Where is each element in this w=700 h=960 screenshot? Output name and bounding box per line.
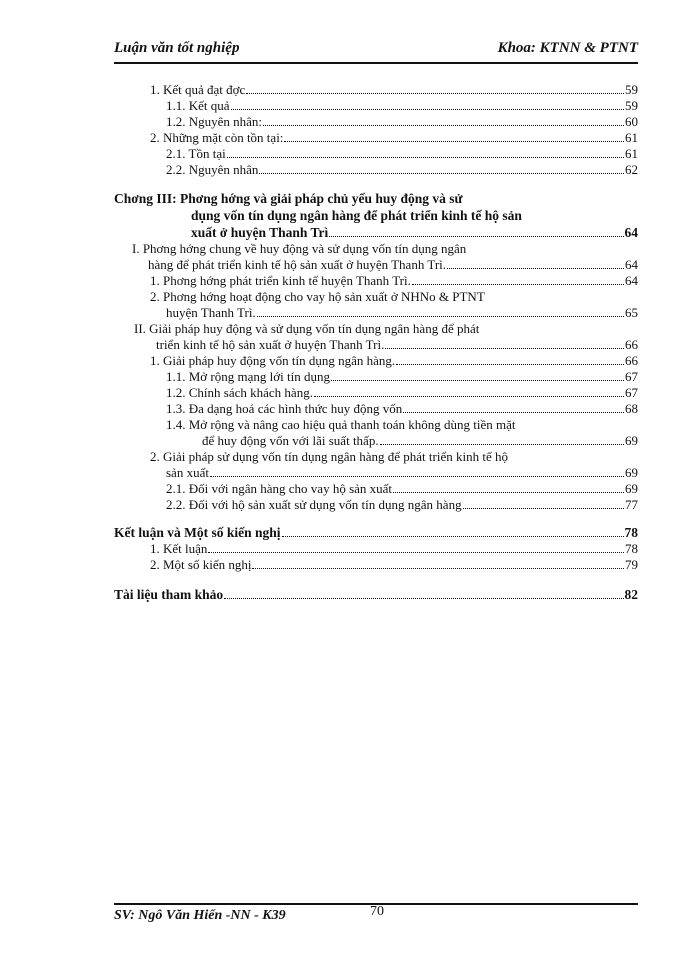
toc-leader <box>396 364 624 365</box>
toc-leader <box>393 492 624 493</box>
toc-entry-title: 2.2. Đối với hộ sản xuất sử dụng vốn tín dụng ngân hàng <box>166 497 462 512</box>
toc-entry <box>114 369 638 385</box>
toc-leader <box>210 476 624 477</box>
toc-entry <box>114 385 638 401</box>
toc-entry-title: 2.1. Đối với ngân hàng cho vay hộ sản xuất <box>166 481 393 496</box>
toc-entry-title: 2. Giải pháp sử dụng vốn tín dụng ngân hàng để phát triển kinh tế hộ <box>150 449 508 464</box>
toc-entry <box>114 82 638 98</box>
toc-leader <box>385 348 624 349</box>
toc-entry <box>114 98 638 114</box>
toc-leader <box>403 412 624 413</box>
toc-entry-page: 65 <box>625 305 638 320</box>
toc-leader <box>259 173 624 174</box>
toc-entry-title: để huy động vốn với lãi suất thấp. <box>202 433 379 448</box>
toc-entry-title: 1. Phơng hớng phát triển kinh tế huyện Thanh Trì. <box>150 273 411 288</box>
toc-leader <box>227 157 624 158</box>
toc-entry-title: huyện Thanh Trì. <box>166 305 256 320</box>
toc-entry-page: 60 <box>625 114 638 129</box>
toc-entry <box>114 146 638 162</box>
toc-leader <box>257 316 624 317</box>
toc-leader <box>224 598 623 599</box>
toc-entry <box>114 497 638 513</box>
toc-entry-title: 1.4. Mở rộng và nâng cao hiệu quả thanh toán không dùng tiền mặt <box>166 417 516 432</box>
toc-entry-title: 2.1. Tồn tại <box>166 146 226 161</box>
toc-entry-page: 59 <box>625 98 638 113</box>
toc-entry-page: 78 <box>625 541 638 556</box>
toc-entry-page: 64 <box>625 257 638 272</box>
toc-entry-title: Kết luận và Một số kiến nghị <box>114 525 281 540</box>
toc-entry-title: 1. Kết luận <box>150 541 208 556</box>
toc-leader <box>263 125 624 126</box>
toc-entry-title: 1.1. Mở rộng mạng lới tín dụng <box>166 369 330 384</box>
header-faculty: Khoa: KTNN & PTNT <box>497 40 638 56</box>
toc-chapter-title: Chơng III: Phơng hớng và giải pháp chủ yếu huy động và sử <box>114 191 463 206</box>
toc-entry <box>150 305 638 321</box>
toc-entry <box>114 114 638 130</box>
page-number: 70 <box>370 904 384 919</box>
toc-entry-page: 66 <box>625 337 638 352</box>
toc-chapter-3 <box>114 190 638 241</box>
toc-entry-title: II. Giải pháp huy động và sử dụng vốn tín dụng ngân hàng để phát <box>134 321 480 336</box>
toc-leader <box>447 268 624 269</box>
footer-student: SV: Ngô Văn Hiển -NN - K39 <box>114 908 286 923</box>
toc-entry-page: 67 <box>625 385 638 400</box>
toc-entry-page: 61 <box>625 146 638 161</box>
toc-entry-title: 1.3. Đa dạng hoá các hình thức huy động vốn <box>166 401 403 416</box>
toc-entry-title: hàng để phát triển kinh tế hộ sản xuất ở huyện Thanh Trì. <box>148 257 447 272</box>
toc-entry <box>114 541 638 557</box>
toc-entry <box>150 465 638 481</box>
toc-entry <box>114 557 638 573</box>
toc-entry-page: 79 <box>625 557 638 572</box>
toc-entry-title: I. Phơng hớng chung về huy động và sử dụng vốn tín dụng ngân <box>132 241 467 256</box>
toc-entry <box>114 130 638 146</box>
toc-entry-title: 2.2. Nguyên nhân <box>166 162 259 177</box>
toc-entry <box>114 353 638 369</box>
toc-entry <box>114 162 638 178</box>
toc-section <box>114 321 638 353</box>
toc-entry-page: 66 <box>625 353 638 368</box>
toc-entry <box>114 224 638 241</box>
toc-section <box>114 241 638 273</box>
toc-entry-title: 1.2. Chính sách khách hàng. <box>166 385 313 400</box>
toc-entry-title: 2. Phơng hớng hoạt động cho vay hộ sản xuất ở NHNo & PTNT <box>150 289 485 304</box>
toc-leader <box>331 380 624 381</box>
toc-entry-title: 2. Những mặt còn tồn tại: <box>150 130 284 145</box>
toc-leader <box>284 141 624 142</box>
toc-entry <box>132 257 638 273</box>
toc-entry <box>114 401 638 417</box>
toc-entry-page: 59 <box>625 82 638 97</box>
toc-entry-references <box>114 587 638 603</box>
toc-entry-page: 77 <box>625 497 638 512</box>
toc-leader <box>463 508 624 509</box>
toc-chapter-title: dụng vốn tín dụng ngân hàng để phát triển kinh tế hộ sản <box>191 208 522 223</box>
toc-entry-title: 2. Một số kiến nghị <box>150 557 252 572</box>
toc-entry-block <box>114 449 638 481</box>
toc-entry-page: 61 <box>625 130 638 145</box>
page-header <box>114 40 638 60</box>
toc-leader <box>314 396 624 397</box>
toc-leader <box>282 536 624 537</box>
toc-entry-title: Tài liệu tham khảo <box>114 587 224 602</box>
toc-entry-title: triển kinh tế hộ sản xuất ở huyện Thanh Trì. <box>156 337 385 352</box>
header-rule <box>114 62 638 64</box>
toc-leader <box>252 568 624 569</box>
toc-leader <box>246 93 624 94</box>
toc-entry-page: 62 <box>625 162 638 177</box>
header-thesis-title: Luận văn tốt nghiệp <box>114 40 240 56</box>
toc-entry-title: 1. Kết quả đạt đợc <box>150 82 246 97</box>
toc-entry-page: 64 <box>625 273 638 288</box>
toc-leader <box>412 284 624 285</box>
toc-entry-page: 68 <box>625 401 638 416</box>
toc-entry-page: 78 <box>624 525 638 540</box>
toc-entry <box>134 337 638 353</box>
toc-entry <box>114 273 638 289</box>
page-footer <box>114 906 638 930</box>
toc-leader <box>380 444 624 445</box>
toc-leader <box>231 109 624 110</box>
toc-entry <box>114 481 638 497</box>
toc-entry-title: 1.2. Nguyên nhân: <box>166 114 263 129</box>
toc-entry-title: 1.1. Kết quả <box>166 98 230 113</box>
toc-entry-title: 1. Giải pháp huy động vốn tín dụng ngân hàng. <box>150 353 396 368</box>
toc-entry-conclusion <box>114 525 638 541</box>
toc-leader <box>329 236 623 237</box>
toc-chapter-title: xuất ở huyện Thanh Trì <box>191 225 329 240</box>
toc-entry-page: 82 <box>624 587 638 602</box>
table-of-contents <box>114 82 638 603</box>
toc-entry-page: 69 <box>625 481 638 496</box>
toc-entry <box>166 433 638 449</box>
toc-entry-page: 67 <box>625 369 638 384</box>
toc-entry-page: 69 <box>625 465 638 480</box>
toc-entry-page: 64 <box>624 225 638 240</box>
toc-leader <box>208 552 624 553</box>
toc-entry-page: 69 <box>625 433 638 448</box>
toc-entry-block <box>114 289 638 321</box>
toc-entry-block <box>114 417 638 449</box>
toc-entry-title: sản xuất <box>166 465 209 480</box>
